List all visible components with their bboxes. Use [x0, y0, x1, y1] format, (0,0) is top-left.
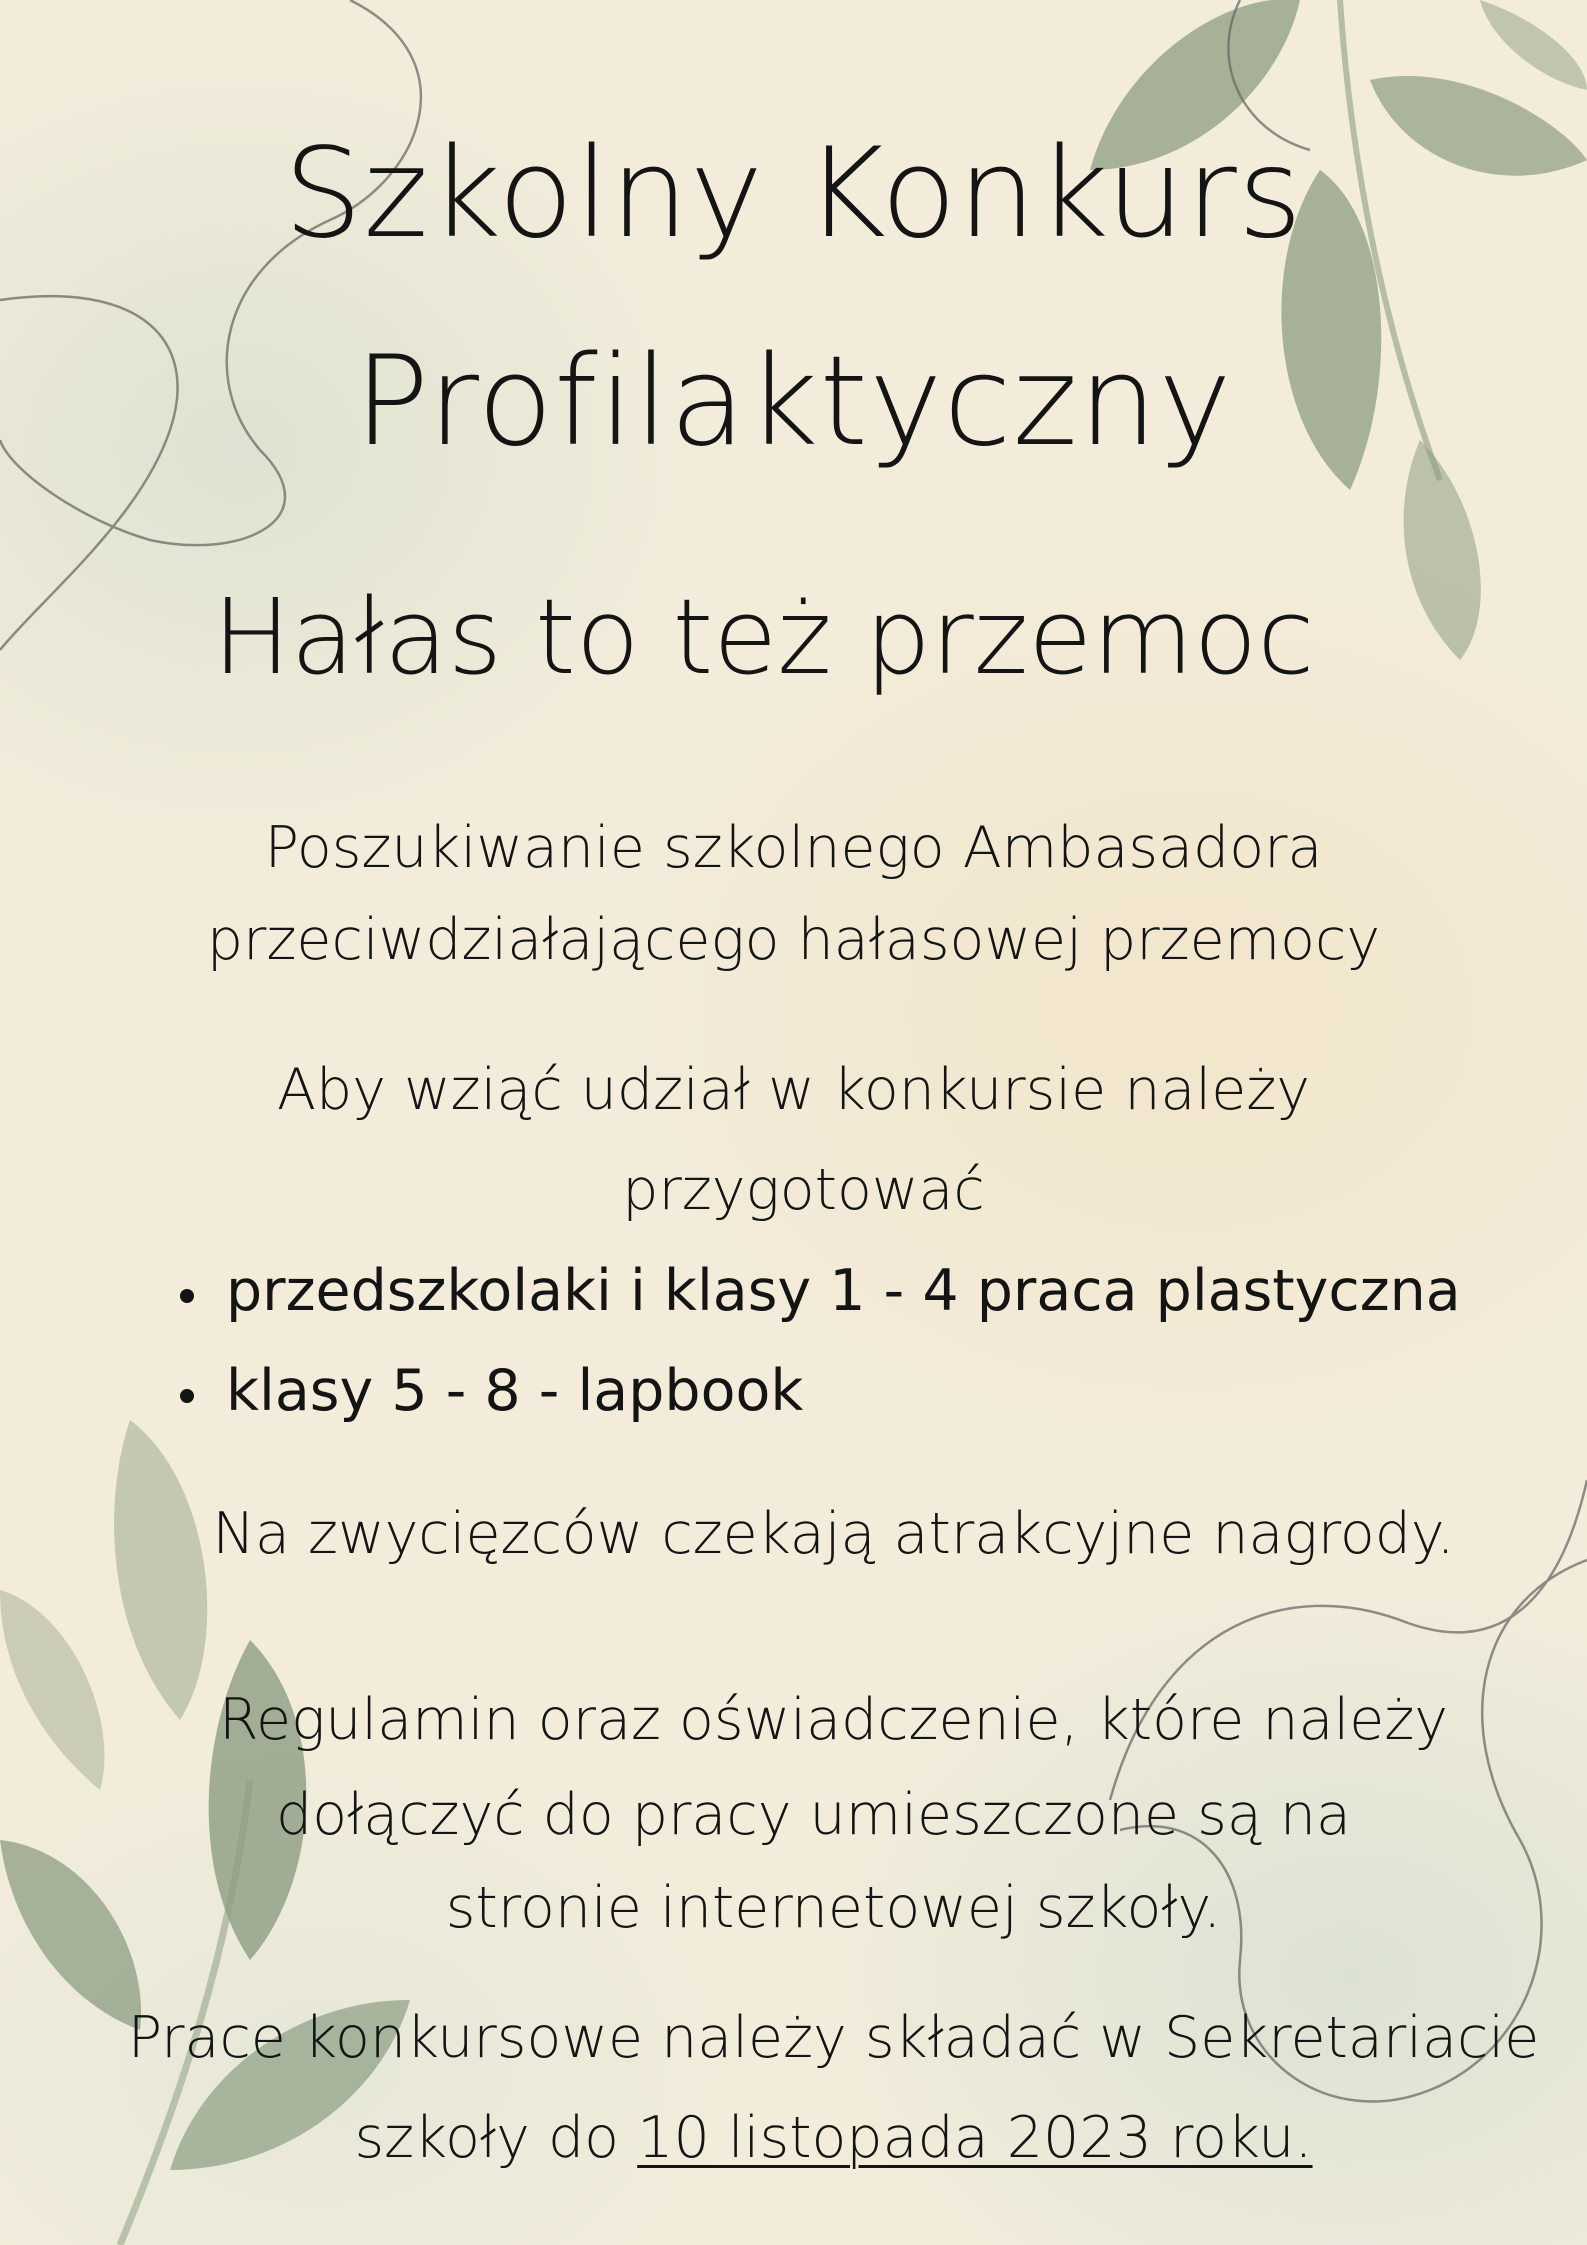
- bullet-icon: [180, 1389, 194, 1403]
- rules-line3: stronie internetowej szkoły.: [445, 1875, 1222, 1941]
- list-item-text: przedszkolaki i klasy 1 - 4 praca plastyczna: [226, 1258, 1461, 1324]
- deadline-line1: Prace konkursowe należy składać w Sekretariacie: [127, 2005, 1540, 2071]
- rules-line1: Regulamin oraz oświadczenie, które należy: [218, 1687, 1449, 1753]
- leaf-icon: [0, 1590, 104, 1790]
- participation-line2: przygotować: [622, 1157, 985, 1223]
- leaf-icon: [114, 1420, 207, 1720]
- category-list: [180, 1258, 1560, 1463]
- leaf-icon: [1480, 0, 1587, 90]
- bullet-icon: [180, 1289, 194, 1303]
- poster-title-line2: Profilaktyczny: [354, 330, 1233, 474]
- deadline-line2: [40, 2105, 1587, 2171]
- participation-line1: Aby wziąć udział w konkursie należy: [277, 1057, 1310, 1123]
- prizes-text: Na zwycięzców czekają atrakcyjne nagrody.: [212, 1501, 1455, 1567]
- list-item: [180, 1358, 1560, 1463]
- list-item-text: klasy 5 - 8 - lapbook: [226, 1358, 804, 1424]
- deadline-date: 10 listopada 2023 roku.: [637, 2105, 1313, 2171]
- intro-line1: Poszukiwanie szkolnego Ambasadora: [264, 815, 1323, 881]
- list-item: [180, 1258, 1560, 1363]
- deadline-prefix: szkoły do: [354, 2105, 638, 2171]
- intro-line2: przeciwdziałającego hałasowej przemocy: [206, 907, 1381, 973]
- poster-subtitle: Hałas to też przemoc: [212, 576, 1315, 698]
- poster-title-line1: Szkolny Konkurs: [283, 122, 1304, 266]
- rules-line2: dołączyć do pracy umieszczone są na: [276, 1782, 1351, 1848]
